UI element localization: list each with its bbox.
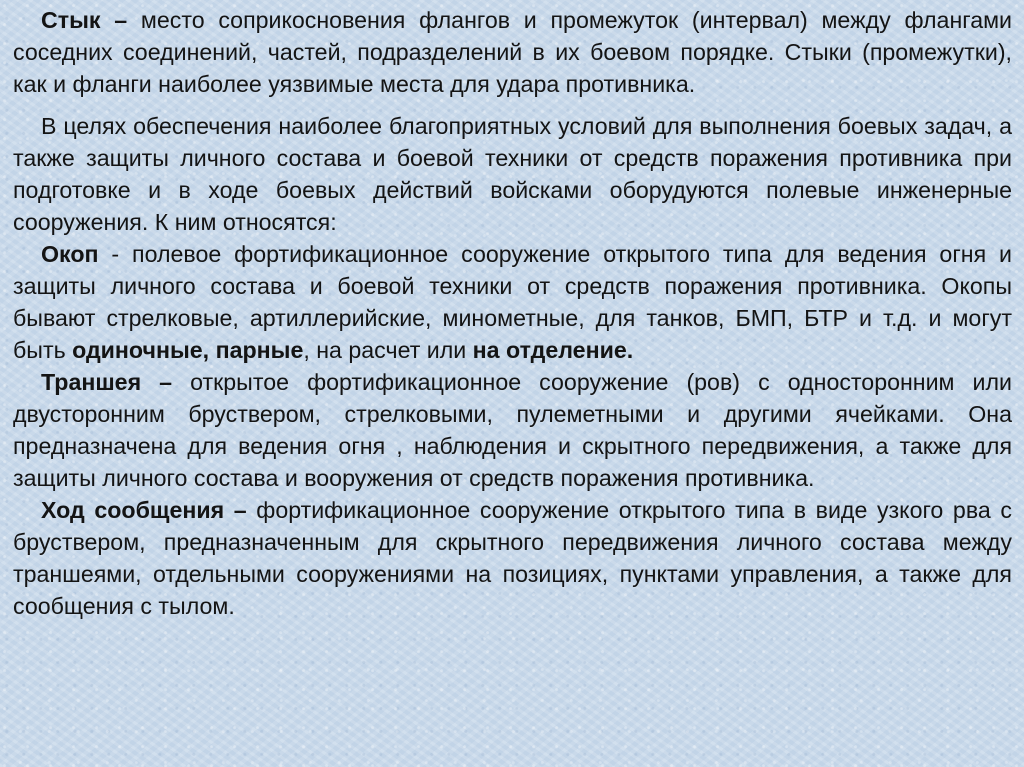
definition-hod-soobshcheniya: фортификационное сооружение открытого типа в виде узкого рва с бруствером, предназначенным для скрытного передвижения личного состава между траншеями, отдельными сооружениями на позициях, пунктами управления, а также для сообщения с тылом. — [13, 497, 1012, 619]
paragraph-transheya — [13, 366, 1012, 494]
term-hod-soobshcheniya: Ход сообщения – — [41, 497, 247, 523]
definition-transheya: открытое фортификационное сооружение (ров) с односторонним или двусторонним бруствером, стрелковыми, пулеметными и другими ячейками. Она предназначена для ведения огня , наблюдения и скрытного передвижения, а также для защиты личного состава и вооружения от средств поражения противника. — [13, 369, 1012, 491]
term-okop: Окоп — [41, 241, 99, 267]
intro-text: В целях обеспечения наиболее благоприятных условий для выполнения боевых задач, а также защиты личного состава и боевой техники от средств поражения противника при подготовке и в ходе боевых действий войсками оборудуются полевые инженерные сооружения. К ним относятся: — [13, 113, 1012, 235]
paragraph-intro — [13, 110, 1012, 238]
paragraph-styk — [13, 4, 1012, 100]
term-styk: Стык – — [41, 7, 128, 33]
paragraph-hod — [13, 494, 1012, 622]
okop-squad-bold: на отделение. — [472, 337, 634, 363]
okop-types-bold: одиночные, парные — [72, 337, 304, 363]
okop-text-middle: , на расчет или — [303, 337, 473, 363]
definition-styk: место соприкосновения флангов и промежуток (интервал) между флангами соседних соединений, частей, подразделений в их боевом порядке. Стыки (промежутки), как и фланги наиболее уязвимые места для удара противника. — [13, 7, 1012, 97]
definition-okop: - полевое фортификационное сооружение открытого типа для ведения огня и защиты личного состава и боевой техники от средств поражения противника. Окопы бывают стрелковые, артиллерийские, минометные, для танков, БМП, БТР и т.д. и могут быть — [13, 241, 1012, 363]
term-transheya: Траншея – — [41, 369, 173, 395]
paragraph-okop — [13, 238, 1012, 366]
